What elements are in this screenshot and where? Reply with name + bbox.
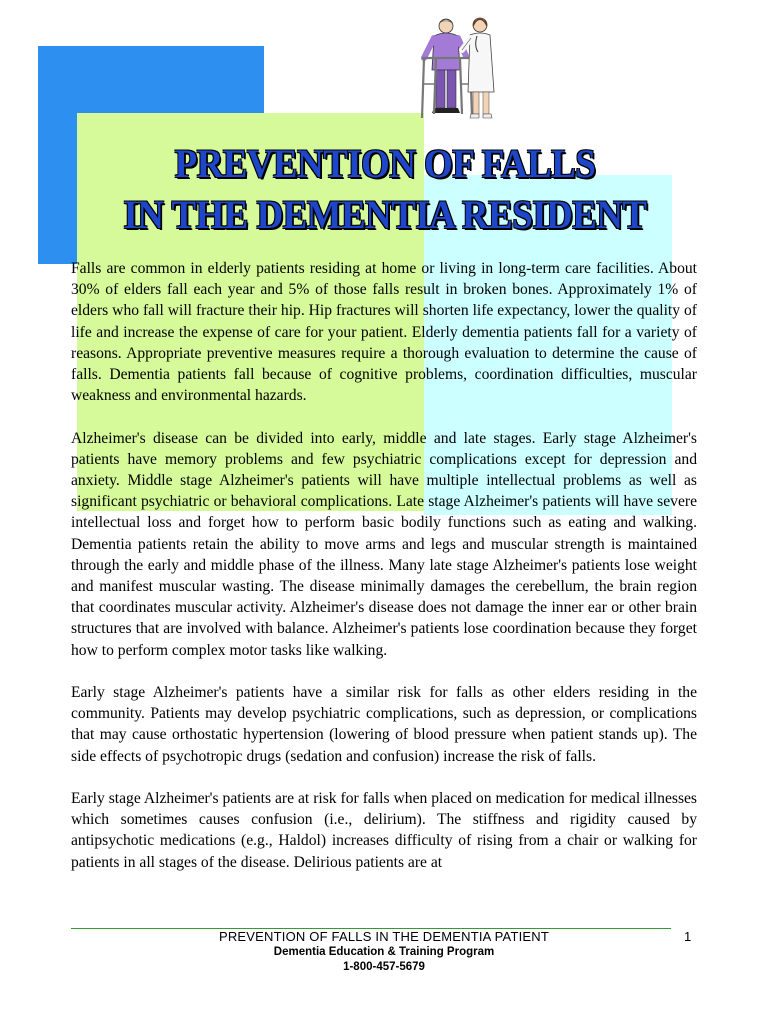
paragraph-fall-statistics: Falls are common in elderly patients residing at home or living in long-term care facilities. About 30% of elders fall each year and 5% of those falls result in broken bones. Approximately 1% of elders who fall will fracture their hip. Hip fractures will shorten life expectancy, lower the quality of life and increase the expense of care for your patient. Elderly dementia patients fall for a variety of reasons. Appropriate preventive measures require a thorough evaluation to determine the cause of falls. Dementia patients fall because of cognitive problems, coordination difficulties, muscular weakness and environmental hazards. [71, 260, 697, 405]
article-body [71, 258, 697, 894]
paragraph-medication-risk: Early stage Alzheimer's patients are at risk for falls when placed on medication for medical illnesses which sometimes causes confusion (i.e., delirium). The stiffness and rigidity caused by antipsychotic medications (e.g., Haldol) increases difficulty of rising from a chair or walking for patients in all stages of the disease. Delirious patients are at [71, 790, 697, 871]
page-title-line-1: PREVENTION OF FALLS [174, 141, 596, 186]
caregiver-with-walker-patient-icon [416, 14, 506, 120]
footer-phone: 1-800-457-5679 [343, 961, 425, 973]
page-footer [0, 929, 768, 975]
paragraph-alzheimers-stages: Alzheimer's disease can be divided into early, middle and late stages. Early stage Alzheimer's patients have memory problems and few psychiatric complications except for depression and anxiety. Middle stage Alzheimer's patients will have multiple intellectual problems as well as significant psychiatric or behavioral complications. Late stage Alzheimer's patients will have severe intellectual loss and forget how to perform basic bodily functions such as eating and walking. Dementia patients retain the ability to move arms and legs and muscular strength is maintained through the early and middle phase of the illness. Many late stage Alzheimer's patients lose weight and manifest muscular wasting. The disease minimally damages the cerebellum, the brain region that coordinates muscular activity. Alzheimer's disease does not damage the inner ear or other brain structures that are involved with balance. Alzheimer's patients lose coordination because they forget how to perform complex motor tasks like walking. [71, 429, 697, 659]
footer-program: Dementia Education & Training Program [273, 946, 495, 958]
footer-title: PREVENTION OF FALLS IN THE DEMENTIA PATIENT [218, 929, 550, 944]
page-title-line-2: IN THE DEMENTIA RESIDENT [123, 192, 647, 237]
page-number: 1 [684, 929, 692, 944]
paragraph-early-stage-risk: Early stage Alzheimer's patients have a similar risk for falls as other elders residing in the community. Patients may develop psychiatric complications, such as depression, or complications that may cause orthostatic hypertension (lowering of blood pressure when patient stands up). The side effects of psychotropic drugs (sedation and confusion) increase the risk of falls. [71, 684, 697, 765]
